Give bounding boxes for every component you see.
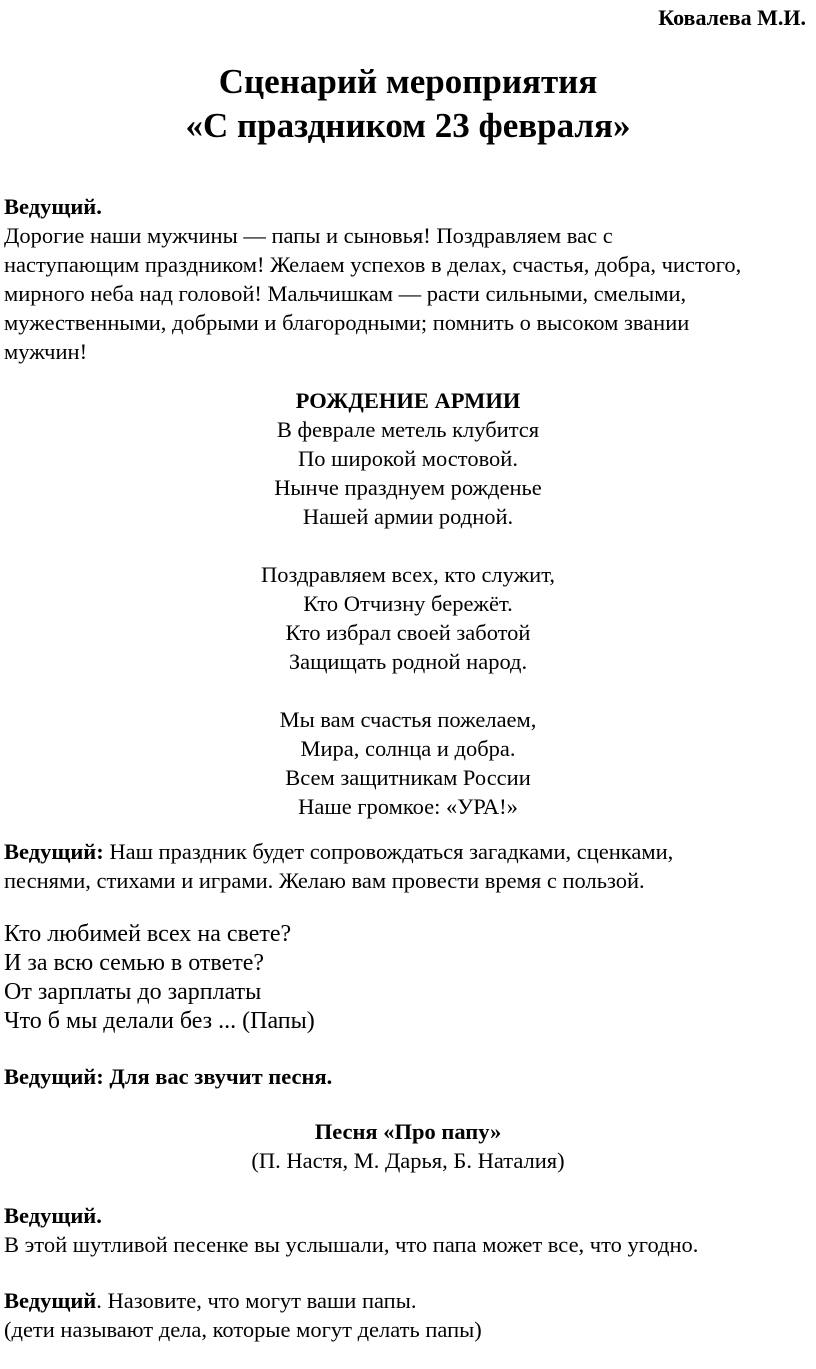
riddle-line: От зарплаты до зарплаты bbox=[4, 979, 262, 1005]
poem-line: Кто Отчизну бережёт. bbox=[303, 591, 513, 616]
poem-line: Кто избрал своей заботой bbox=[285, 620, 531, 645]
paragraph-line: наступающим праздником! Желаем успехов в делах, счастья, добра, чистого, bbox=[4, 252, 742, 277]
poem-line: Всем защитникам России bbox=[285, 765, 531, 790]
speaker-label: Ведущий bbox=[4, 1288, 97, 1313]
poem-title: РОЖДЕНИЕ АРМИИ bbox=[295, 388, 521, 413]
song-title: Песня «Про папу» bbox=[314, 1119, 502, 1144]
riddle-line: Кто любимей всех на свете? bbox=[4, 921, 292, 947]
paragraph-line: мужчин! bbox=[4, 339, 88, 364]
paragraph-line: (дети называют дела, которые могут делать папы) bbox=[4, 1317, 482, 1342]
speaker-label: Ведущий. bbox=[4, 1203, 102, 1228]
poem-line: Мы вам счастья пожелаем, bbox=[279, 707, 537, 732]
document-title-line-1: Сценарий мероприятия bbox=[218, 62, 598, 101]
speaker-label: Ведущий: bbox=[4, 839, 104, 864]
paragraph-line: мирного неба над головой! Мальчишкам — расти сильными, смелыми, bbox=[4, 281, 687, 306]
poem-line: Мира, солнца и добра. bbox=[300, 736, 516, 761]
host-speech-4 bbox=[4, 1201, 812, 1259]
paragraph-line: Дорогие наши мужчины — папы и сыновья! Поздравляем вас с bbox=[4, 223, 613, 248]
speaker-line: Ведущий: Для вас звучит песня. bbox=[4, 1064, 333, 1089]
author-name: Ковалева М.И. bbox=[658, 5, 806, 30]
poem-line: Поздравляем всех, кто служит, bbox=[261, 562, 555, 587]
riddle-line: И за всю семью в ответе? bbox=[4, 950, 265, 976]
riddle-line: Что б мы делали без ... (Папы) bbox=[4, 1008, 315, 1034]
poem-line: Наше громкое: «УРА!» bbox=[298, 794, 518, 819]
paragraph-line: . Назовите, что могут ваши папы. bbox=[96, 1288, 417, 1313]
paragraph-line: Наш праздник будет сопровождаться загадками, сценками, bbox=[103, 839, 674, 864]
speaker-label: Ведущий. bbox=[4, 194, 102, 219]
poem-line: По широкой мостовой. bbox=[298, 446, 518, 471]
host-speech-5 bbox=[4, 1286, 812, 1344]
paragraph-line: мужественными, добрыми и благородными; помнить о высоком звании bbox=[4, 310, 690, 335]
poem bbox=[0, 386, 816, 821]
song-performers: (П. Настя, М. Дарья, Б. Наталия) bbox=[251, 1148, 565, 1173]
paragraph-line: песнями, стихами и играми. Желаю вам провести время с пользой. bbox=[4, 868, 645, 893]
host-speech-1 bbox=[4, 192, 812, 366]
riddle bbox=[4, 920, 812, 1036]
poem-line: Нашей армии родной. bbox=[302, 504, 514, 529]
poem-line: В феврале метель клубится bbox=[276, 417, 540, 442]
paragraph-line: В этой шутливой песенке вы услышали, что папа может все, что угодно. bbox=[4, 1232, 699, 1257]
document-title-line-2: «С праздником 23 февраля» bbox=[185, 106, 631, 145]
poem-line: Защищать родной народ. bbox=[288, 649, 528, 674]
song-announcement bbox=[0, 1117, 816, 1175]
poem-line: Нынче празднуем рожденье bbox=[274, 475, 542, 500]
host-speech-2 bbox=[4, 837, 812, 895]
host-speech-3 bbox=[4, 1062, 812, 1091]
